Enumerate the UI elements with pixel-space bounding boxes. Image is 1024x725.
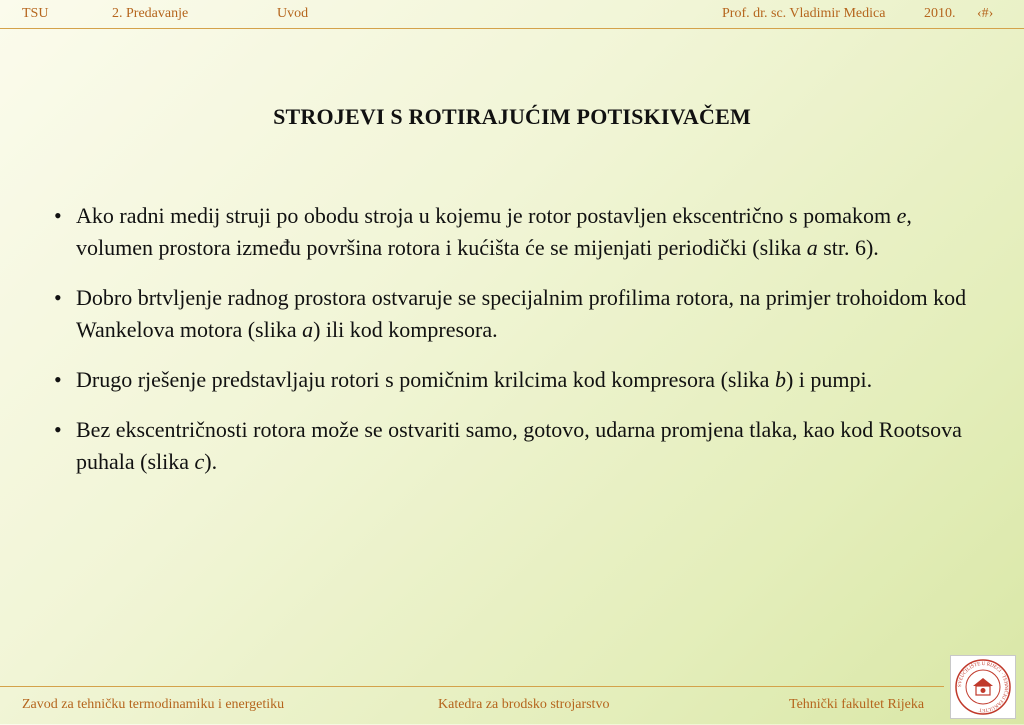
bullet-item: • Dobro brtvljenje radnog prostora ostvaruje se specijalnim profilima rotora, na primjer trohoidom kod Wankelova motora (slika a) ili kod kompresora. [50, 282, 970, 346]
header-course: TSU [22, 6, 49, 21]
header-slide-number: ‹#› [977, 6, 994, 21]
footer-faculty: Tehnički fakultet Rijeka [789, 697, 925, 712]
header-author: Prof. dr. sc. Vladimir Medica [722, 6, 886, 21]
bullet-item: • Bez ekscentričnosti rotora može se ostvariti samo, gotovo, udarna promjena tlaka, kao kod Rootsova puhala (slika c). [50, 414, 970, 478]
bullet-dot-icon: • [54, 417, 62, 442]
slide-header [0, 0, 1024, 29]
bullet-list [50, 200, 970, 496]
svg-text:SVEUČILIŠTE U RIJECI · TEHNIČK: SVEUČILIŠTE U RIJECI · TEHNIČKI FAKULTET [957, 661, 1009, 713]
slide-title: STROJEVI S ROTIRAJUĆIM POTISKIVAČEM [273, 104, 751, 129]
bullet-item: • Drugo rješenje predstavljaju rotori s pomičnim krilcima kod kompresora (slika b) i pumpi. [50, 364, 970, 396]
faculty-logo [950, 655, 1016, 719]
bullet-item: • Ako radni medij struji po obodu stroja u kojemu je rotor postavljen ekscentrično s pomakom e, volumen prostora između površina rotora i kućišta će se mijenjati periodički (slika a str. 6). [50, 200, 970, 264]
slide-footer [0, 686, 944, 725]
footer-department: Zavod za tehničku termodinamiku i energetiku [22, 697, 285, 712]
footer-chair: Katedra za brodsko strojarstvo [438, 697, 610, 712]
header-section: Uvod [277, 6, 309, 21]
faculty-seal-icon [951, 656, 1015, 718]
header-year: 2010. [924, 6, 956, 21]
bullet-dot-icon: • [54, 285, 62, 310]
header-lecture: 2. Predavanje [112, 6, 189, 21]
bullet-dot-icon: • [54, 203, 62, 228]
bullet-dot-icon: • [54, 367, 62, 392]
